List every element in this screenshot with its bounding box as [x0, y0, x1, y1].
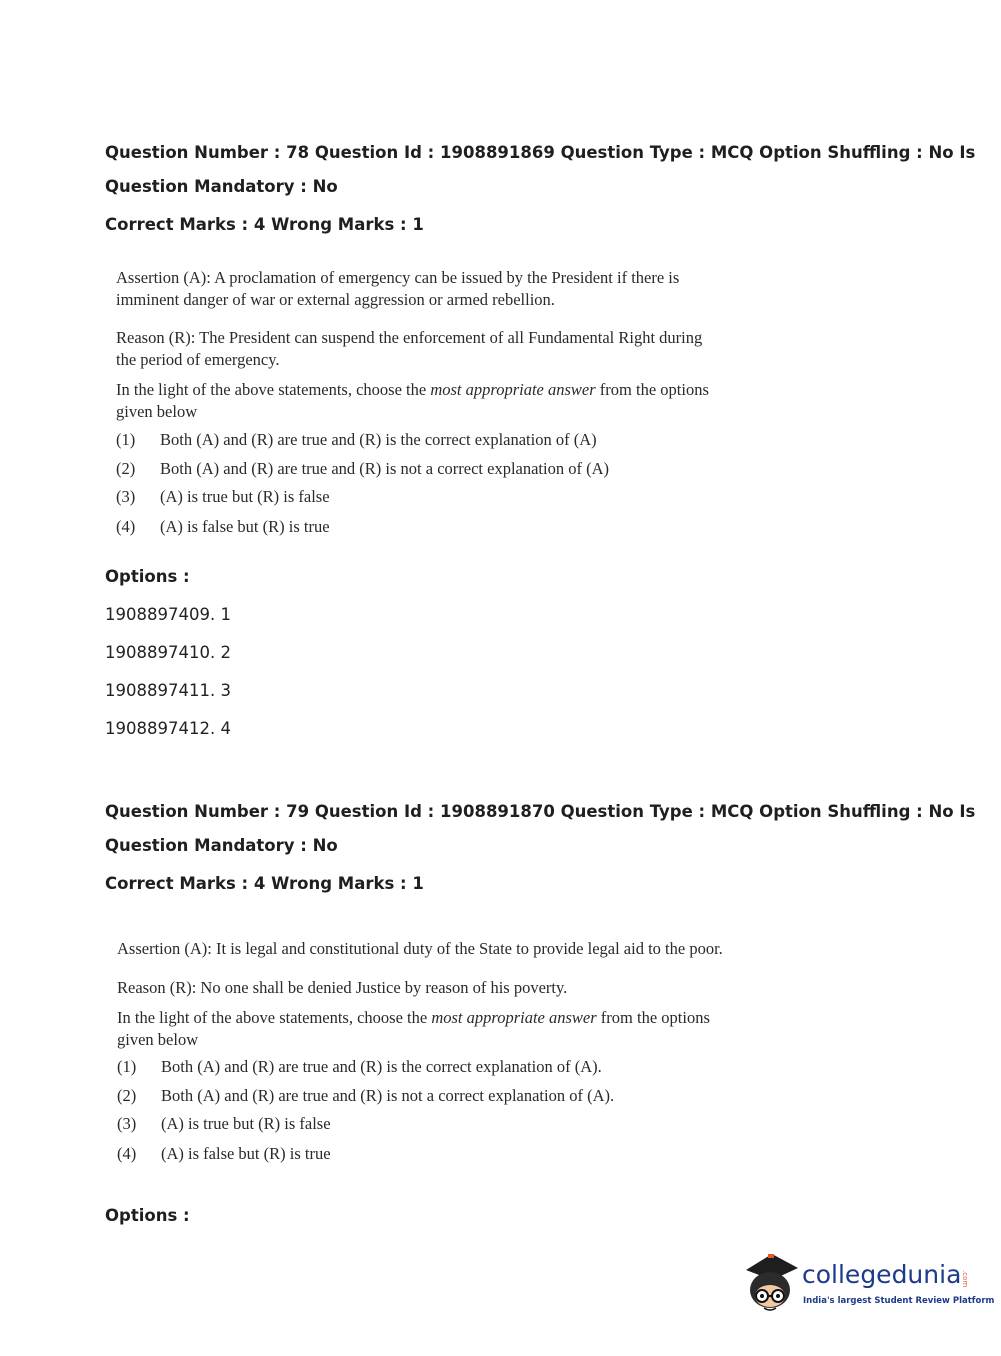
q79-choice-num: (3): [117, 1114, 137, 1133]
q78-choice-text: (A) is false but (R) is true: [160, 517, 330, 536]
logo-suffix: .com: [961, 1270, 969, 1288]
q78-option-item: 1908897409. 1: [105, 605, 231, 624]
q78-instruction: [116, 379, 716, 423]
q79-header-line2: Question Mandatory : No: [105, 836, 338, 855]
q79-assertion-text-1: It is legal and constitutional duty of the State to provide legal aid to the poor.: [215, 939, 723, 958]
q78-assertion-text-1: A proclamation of emergency can be issued by the President if there is: [214, 268, 680, 287]
q79-instruction-a: In the light of the above statements, choose the: [117, 1008, 428, 1027]
mascot-icon: [740, 1248, 802, 1320]
q79-header-line1: Question Number : 79 Question Id : 1908891870 Question Type : MCQ Option Shuffling : No Is: [105, 802, 976, 821]
q78-reason-text-1: The President can suspend the enforcement of all Fundamental Right during: [199, 328, 703, 347]
q78-choice: [116, 430, 597, 450]
q78-instruction-em: most appropriate answer: [430, 380, 596, 399]
q78-assertion-text-2: imminent danger of war or external aggression or armed rebellion.: [116, 290, 555, 309]
q78-instruction-a: In the light of the above statements, choose the: [116, 380, 427, 399]
q79-choice-text: Both (A) and (R) are true and (R) is not a correct explanation of (A).: [161, 1086, 615, 1105]
q78-option-item: 1908897411. 3: [105, 681, 231, 700]
q79-choice: [117, 1114, 331, 1134]
q78-choice: [116, 459, 609, 479]
q78-choice-num: (3): [116, 487, 136, 506]
q79-instruction-2: given below: [117, 1030, 199, 1049]
q78-header-line2: Question Mandatory : No: [105, 177, 338, 196]
q78-assertion-label: Assertion (A):: [116, 268, 211, 287]
q79-instruction-em: most appropriate answer: [431, 1008, 597, 1027]
q79-assertion: [117, 938, 737, 960]
q78-option-item: 1908897412. 4: [105, 719, 231, 738]
q79-assertion-label: Assertion (A):: [117, 939, 212, 958]
q78-choice-text: Both (A) and (R) are true and (R) is not a correct explanation of (A): [160, 459, 610, 478]
q78-choice-num: (4): [116, 517, 136, 536]
q78-choice: [116, 487, 330, 507]
q78-choice-num: (2): [116, 459, 136, 478]
q79-choice: [117, 1144, 331, 1164]
q78-assertion: [116, 267, 716, 311]
logo-tagline: India's largest Student Review Platform: [803, 1296, 995, 1306]
q79-choice-text: Both (A) and (R) are true and (R) is the correct explanation of (A).: [161, 1057, 602, 1076]
q78-choice-num: (1): [116, 430, 136, 449]
q78-choice-text: Both (A) and (R) are true and (R) is the correct explanation of (A): [160, 430, 597, 449]
q79-choice: [117, 1057, 602, 1077]
q79-choice-num: (1): [117, 1057, 137, 1076]
q79-choice-text: (A) is false but (R) is true: [161, 1144, 331, 1163]
q78-marks: Correct Marks : 4 Wrong Marks : 1: [105, 215, 424, 234]
collegedunia-logo: [740, 1248, 995, 1320]
q79-options-label: Options :: [105, 1206, 190, 1225]
q79-choice-text: (A) is true but (R) is false: [161, 1114, 331, 1133]
q78-reason-text-2: the period of emergency.: [116, 350, 280, 369]
q78-reason: [116, 327, 716, 371]
q79-choice-num: (4): [117, 1144, 137, 1163]
q79-choice: [117, 1086, 614, 1106]
q78-reason-label: Reason (R):: [116, 328, 196, 347]
q79-reason-text-1: No one shall be denied Justice by reason of his poverty.: [200, 978, 568, 997]
q78-header-line1: Question Number : 78 Question Id : 1908891869 Question Type : MCQ Option Shuffling : No Is: [105, 143, 976, 162]
q78-instruction-b: from the options: [599, 380, 709, 399]
q78-choice: [116, 517, 330, 537]
q79-choice-num: (2): [117, 1086, 137, 1105]
q79-reason: [117, 977, 717, 999]
q78-option-item: 1908897410. 2: [105, 643, 231, 662]
q79-instruction-b: from the options: [600, 1008, 710, 1027]
logo-wordmark: collegedunia: [802, 1260, 962, 1289]
q79-reason-label: Reason (R):: [117, 978, 197, 997]
q79-marks: Correct Marks : 4 Wrong Marks : 1: [105, 874, 424, 893]
q78-instruction-2: given below: [116, 402, 198, 421]
q78-options-label: Options :: [105, 567, 190, 586]
q79-instruction: [117, 1007, 737, 1051]
q78-choice-text: (A) is true but (R) is false: [160, 487, 330, 506]
